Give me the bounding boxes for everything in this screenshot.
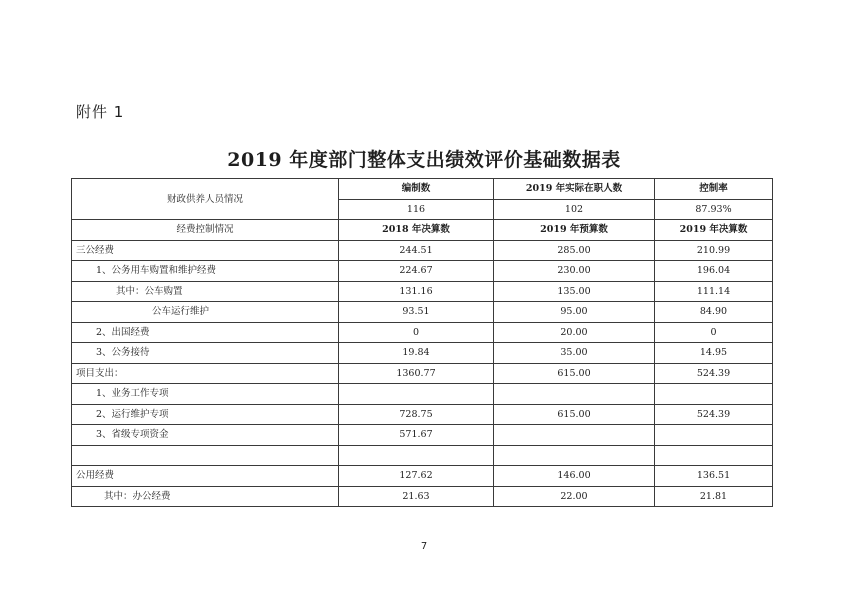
row-label [72, 445, 339, 466]
final-2018-value: 0 [339, 322, 494, 343]
final-2019-value: 524.39 [655, 404, 773, 425]
table-row [72, 343, 773, 364]
table-row [72, 240, 773, 261]
table-row [72, 445, 773, 466]
row-label: 其中：公车购置 [72, 281, 339, 302]
final-2019-value: 21.81 [655, 486, 773, 507]
final-2019-value: 210.99 [655, 240, 773, 261]
final-2018-value: 244.51 [339, 240, 494, 261]
final-2018-value [339, 384, 494, 405]
final-2019-value [655, 384, 773, 405]
final-2018-value: 728.75 [339, 404, 494, 425]
document-title: 2019 年度部门整体支出绩效评价基础数据表 [227, 149, 621, 171]
actual-staff-header: 2019 年实际在职人数 [494, 179, 655, 200]
budget-2019-value [494, 425, 655, 446]
final-2018-value: 19.84 [339, 343, 494, 364]
staff-header-row [72, 179, 773, 200]
final-2018-value: 224.67 [339, 261, 494, 282]
budget-2019-header: 2019 年预算数 [494, 220, 655, 241]
row-label: 其中：办公经费 [72, 486, 339, 507]
budget-data-table [71, 178, 773, 507]
row-label: 三公经费 [72, 240, 339, 261]
budget-2019-value [494, 384, 655, 405]
row-label: 3、省级专项资金 [72, 425, 339, 446]
budget-2019-value: 285.00 [494, 240, 655, 261]
final-2018-value: 571.67 [339, 425, 494, 446]
authorized-count-header: 编制数 [339, 179, 494, 200]
final-2019-value: 0 [655, 322, 773, 343]
control-rate-header: 控制率 [655, 179, 773, 200]
budget-2019-value: 95.00 [494, 302, 655, 323]
table-row [72, 486, 773, 507]
actual-staff-value: 102 [494, 199, 655, 220]
row-label: 项目支出： [72, 363, 339, 384]
table-row [72, 384, 773, 405]
staff-label-cell: 财政供养人员情况 [72, 179, 339, 220]
table-row [72, 261, 773, 282]
row-label: 1、公务用车购置和维护经费 [72, 261, 339, 282]
table-row [72, 281, 773, 302]
final-2018-value: 131.16 [339, 281, 494, 302]
row-label: 公车运行维护 [72, 302, 339, 323]
table-row [72, 302, 773, 323]
final-2019-header: 2019 年决算数 [655, 220, 773, 241]
final-2018-value: 1360.77 [339, 363, 494, 384]
final-2019-value [655, 425, 773, 446]
expense-label-cell: 经费控制情况 [72, 220, 339, 241]
final-2019-value: 524.39 [655, 363, 773, 384]
budget-2019-value: 20.00 [494, 322, 655, 343]
final-2019-value: 136.51 [655, 466, 773, 487]
budget-2019-value: 22.00 [494, 486, 655, 507]
row-label: 3、公务接待 [72, 343, 339, 364]
final-2019-value [655, 445, 773, 466]
row-label: 2、出国经费 [72, 322, 339, 343]
table-row [72, 425, 773, 446]
row-label: 2、运行维护专项 [72, 404, 339, 425]
budget-2019-value: 615.00 [494, 363, 655, 384]
budget-2019-value: 615.00 [494, 404, 655, 425]
final-2018-value: 127.62 [339, 466, 494, 487]
final-2019-value: 14.95 [655, 343, 773, 364]
final-2019-value: 111.14 [655, 281, 773, 302]
expense-header-row [72, 220, 773, 241]
final-2019-value: 84.90 [655, 302, 773, 323]
final-2018-value: 93.51 [339, 302, 494, 323]
table-row [72, 404, 773, 425]
table-row [72, 466, 773, 487]
final-2018-header: 2018 年决算数 [339, 220, 494, 241]
final-2019-value: 196.04 [655, 261, 773, 282]
attachment-label: 附件 1 [76, 103, 125, 121]
control-rate-value: 87.93% [655, 199, 773, 220]
budget-2019-value: 135.00 [494, 281, 655, 302]
final-2018-value [339, 445, 494, 466]
row-label: 1、业务工作专项 [72, 384, 339, 405]
table-row [72, 322, 773, 343]
table-row [72, 363, 773, 384]
budget-2019-value [494, 445, 655, 466]
authorized-count-value: 116 [339, 199, 494, 220]
page-number: 7 [420, 541, 428, 552]
budget-2019-value: 35.00 [494, 343, 655, 364]
budget-2019-value: 230.00 [494, 261, 655, 282]
row-label: 公用经费 [72, 466, 339, 487]
final-2018-value: 21.63 [339, 486, 494, 507]
budget-2019-value: 146.00 [494, 466, 655, 487]
